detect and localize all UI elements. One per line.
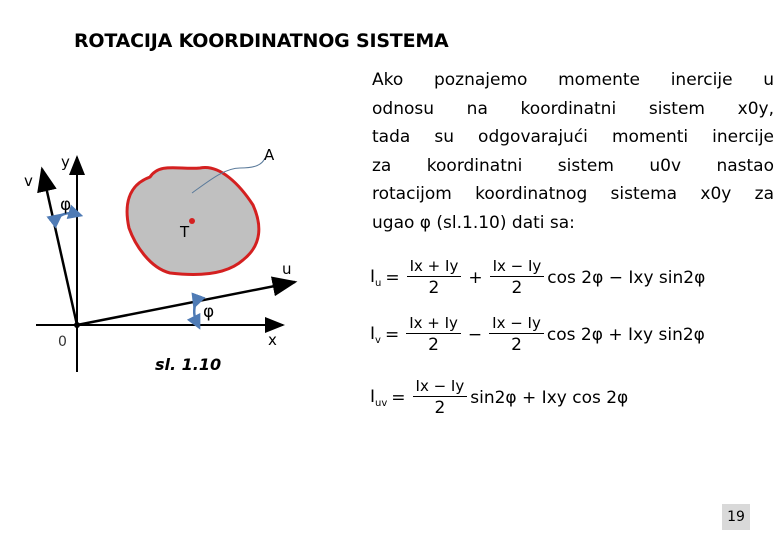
formula-tail: cos 2φ − Ixy sin2φ: [547, 267, 706, 288]
formula-tail: sin2φ + Ixy cos 2φ: [470, 387, 629, 408]
fraction: $\frac{Ix - Iy}{2}$: [490, 256, 545, 299]
fraction: $\frac{Ix - Iy}{2}$: [489, 313, 544, 356]
centroid-dot: [189, 218, 195, 224]
paragraph-line: rotacijom koordinatnog sistema x0y za: [372, 184, 774, 204]
origin-label: 0: [58, 334, 67, 350]
formula-lhs: $I_v$: [370, 323, 381, 346]
origin-dot: [74, 322, 80, 328]
angle-label-bottom: φ: [203, 302, 215, 322]
fraction: $\frac{Ix - Iy}{2}$: [413, 376, 468, 419]
x-axis-label: x: [268, 331, 277, 349]
u-axis-label: u: [282, 260, 292, 278]
u-axis: [77, 282, 295, 325]
paragraph-line: tada su odgovarajući momenti inercije: [372, 127, 774, 147]
formula-lhs: $I_{uv}$: [370, 386, 388, 409]
figure-caption: sl. 1.10: [155, 355, 222, 374]
v-axis-label: v: [24, 172, 33, 190]
fraction: $\frac{Ix + Iy}{2}$: [407, 256, 462, 299]
slide-title: ROTACIJA KOORDINATNOG SISTEMA: [74, 30, 449, 52]
angle-arc-bottom: [194, 302, 197, 323]
v-axis: [42, 169, 77, 325]
fraction: $\frac{Ix + Iy}{2}$: [406, 313, 461, 356]
formula-iuv: $I_{uv}$ = $\frac{Ix - Iy}{2}$ sin2φ + Ixy cos 2φ: [370, 377, 629, 418]
area-label: A: [264, 146, 275, 164]
paragraph-line: odnosu na koordinatni sistem x0y,: [372, 98, 774, 119]
paragraph-line: Ako poznajemo momente inercije u: [372, 70, 774, 90]
paragraph-line: za koordinatni sistem u0v nastao: [372, 155, 774, 176]
page-number: 19: [722, 504, 750, 530]
formula-iu: $I_u$ = $\frac{Ix + Iy}{2}$ + $\frac{Ix - Iy}{2}$ cos 2φ − Ixy sin2φ: [370, 257, 706, 298]
formula-tail: cos 2φ + Ixy sin2φ: [546, 324, 705, 345]
paragraph-line: ugao φ (sl.1.10) dati sa:: [372, 212, 575, 233]
angle-label-top: φ: [60, 195, 72, 215]
formula-iv: $I_v$ = $\frac{Ix + Iy}{2}$ − $\frac{Ix - Iy}{2}$ cos 2φ + Ixy sin2φ: [370, 314, 705, 355]
y-axis-label: y: [61, 153, 70, 171]
centroid-label: T: [180, 223, 190, 241]
formula-lhs: $I_u$: [370, 266, 382, 289]
